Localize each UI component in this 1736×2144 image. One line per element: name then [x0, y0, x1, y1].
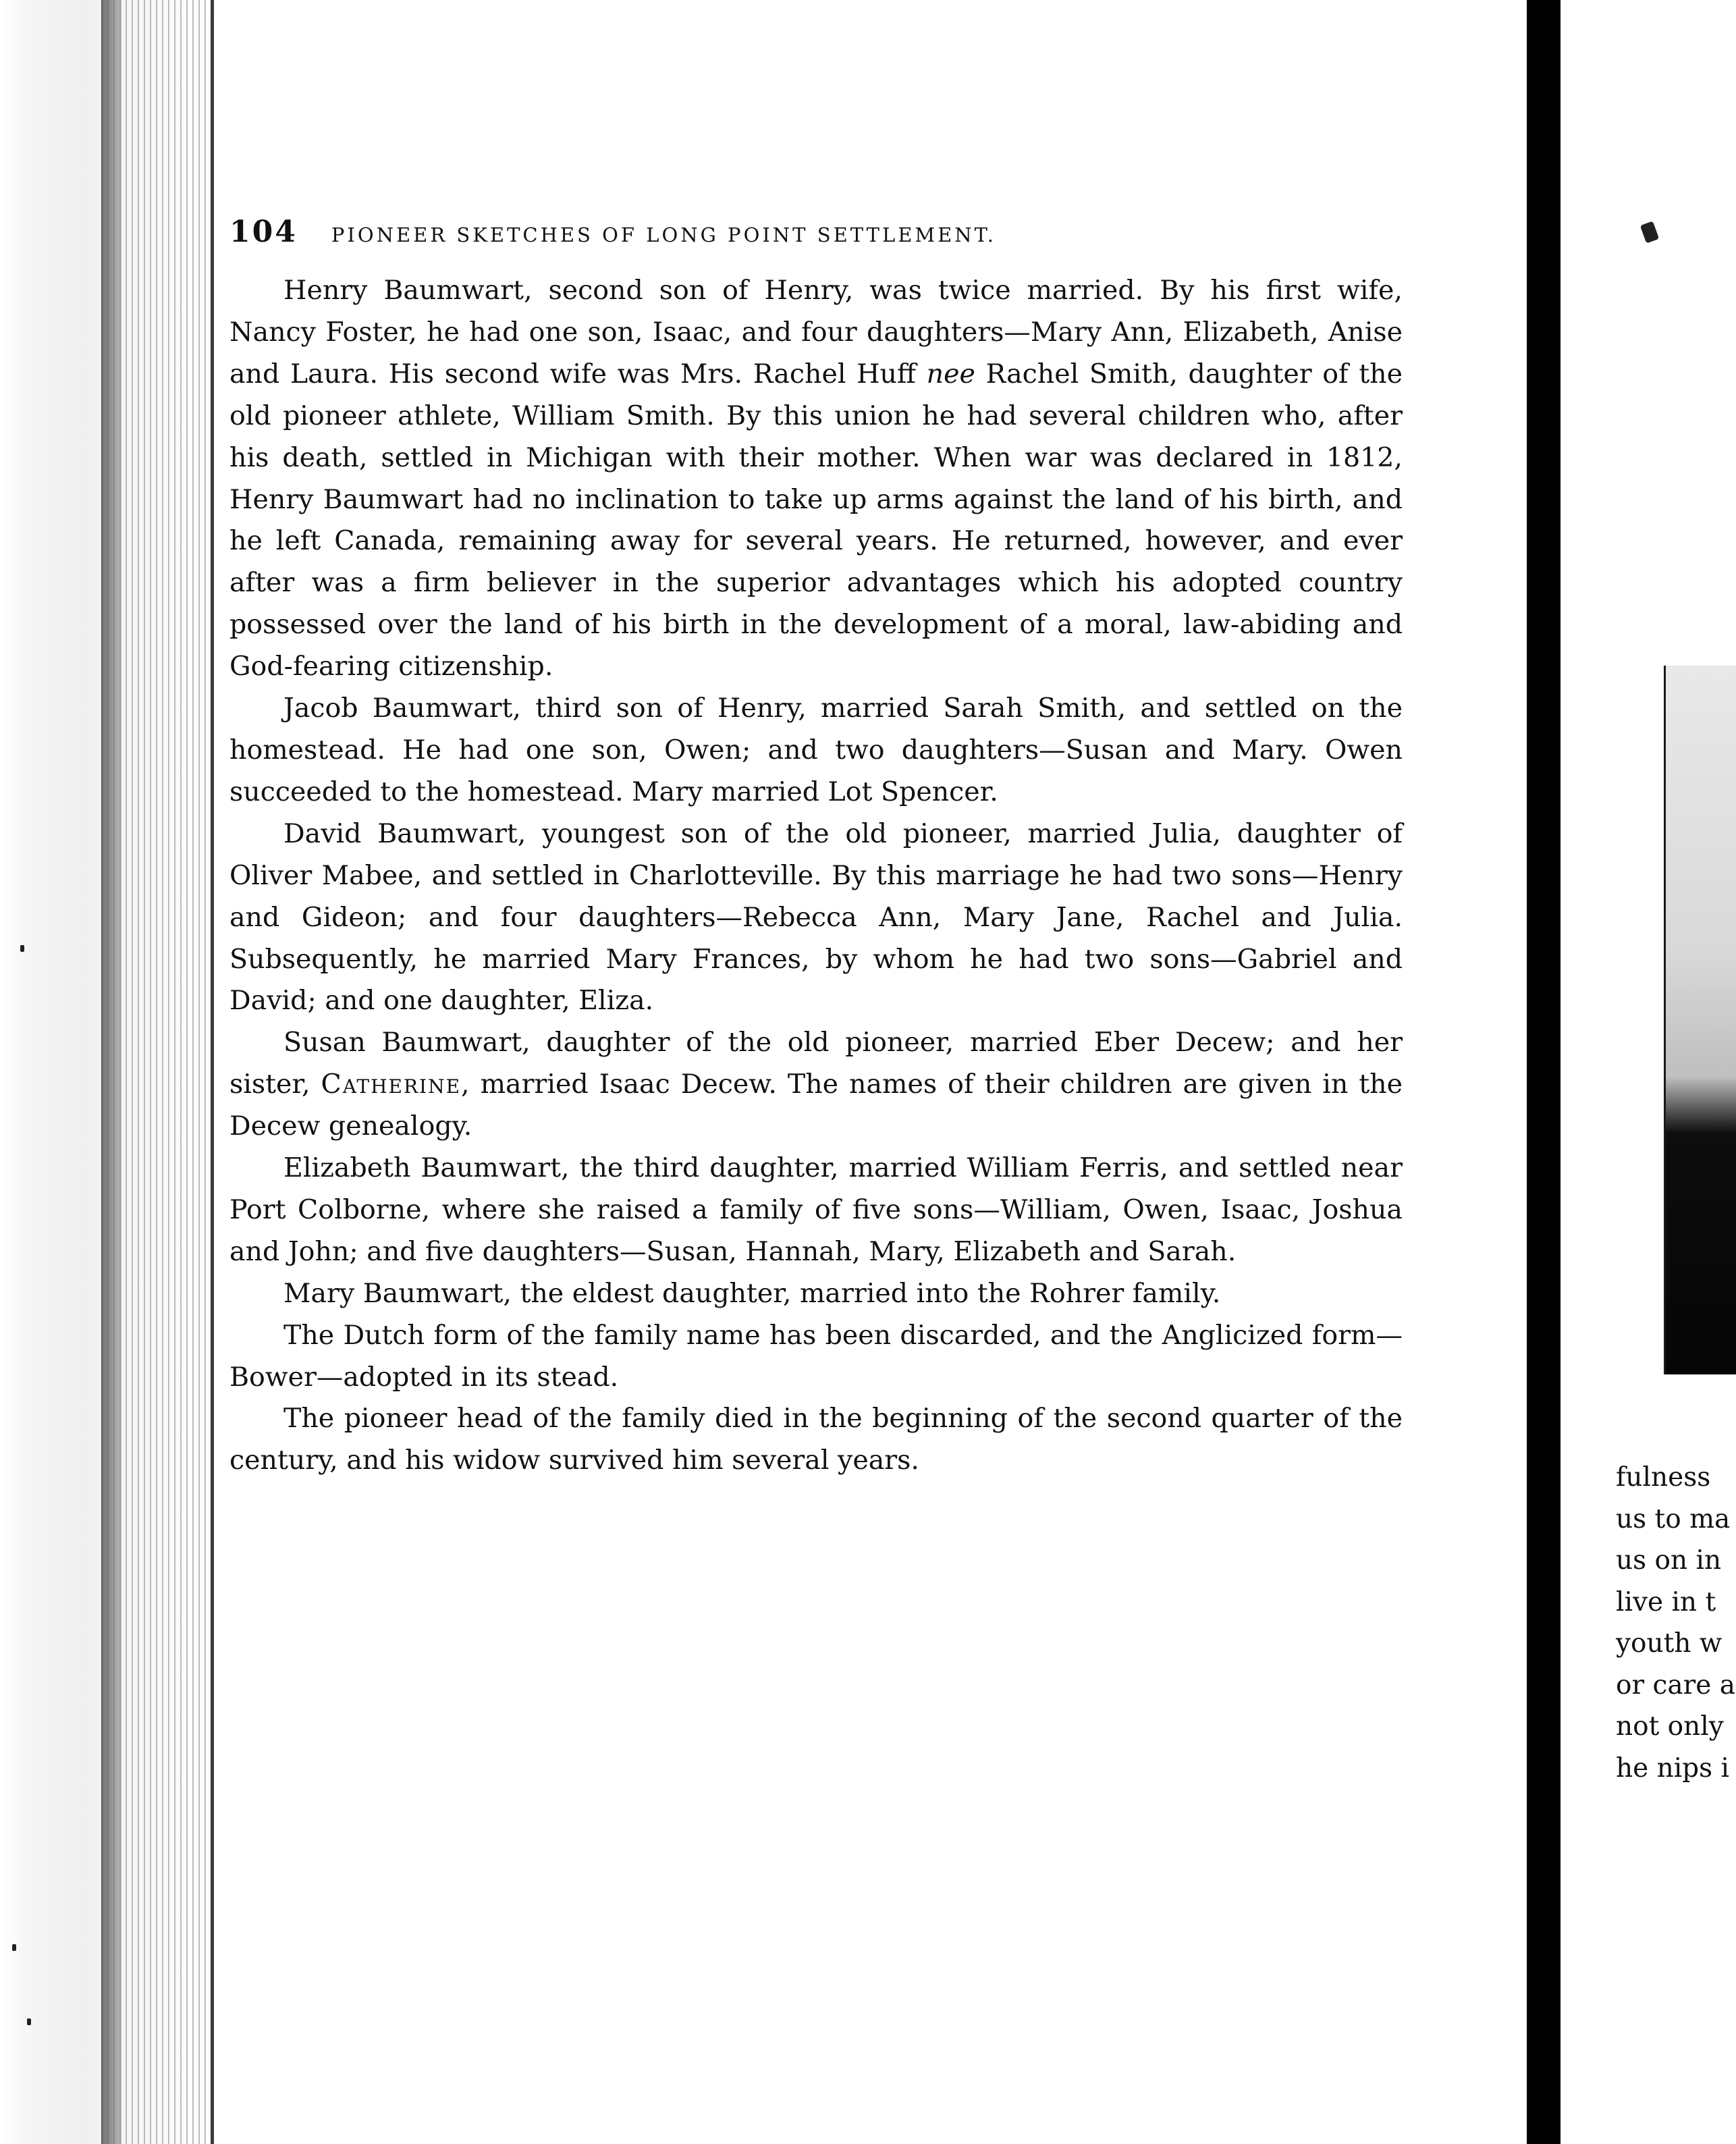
facing-page-line: us to ma	[1616, 1503, 1731, 1534]
scan-speck	[20, 945, 24, 952]
portrait-photo	[1664, 666, 1736, 1374]
facing-page-line: fulness	[1616, 1462, 1711, 1493]
facing-page-line: youth w	[1616, 1628, 1723, 1659]
running-title: PIONEER SKETCHES OF LONG POINT SETTLEMENT.	[331, 223, 996, 246]
paragraph-text: Susan Baumwart, daughter of the old pioneer, married Eber Decew; and her sister,	[229, 1027, 1403, 1100]
page-edge-line	[211, 0, 214, 2144]
facing-page-line: us on in	[1616, 1545, 1722, 1576]
facing-page-text	[1616, 1457, 1736, 1789]
paragraph-pioneer-head: The pioneer head of the family died in the beginning of the second quarter of the century, and his widow survived him several years.	[229, 1403, 1403, 1476]
page-number: 104	[229, 215, 298, 249]
paragraph-david-baumwart: David Baumwart, youngest son of the old pioneer, married Julia, daughter of Oliver Mabee, and settled in Charlotteville. By this marriage he had two sons—Henry and Gideon; and four daughters—Rebecca Ann, Mary Jane, Rachel and Julia. Subsequently, he married Mary Frances, by whom he had two sons—Gabriel and David; and one daughter, Eliza.	[229, 818, 1403, 1017]
paragraph-jacob-baumwart: Jacob Baumwart, third son of Henry, married Sarah Smith, and settled on the homestead. He had one son, Owen; and two daughters—Susan and Mary. Owen succeeded to the homestead. Mary married Lot Spencer.	[229, 693, 1403, 807]
paragraph-family-name: The Dutch form of the family name has been discarded, and the Anglicized form—Bower—adopted in its stead.	[229, 1319, 1403, 1393]
facing-page-line: not only	[1616, 1711, 1724, 1742]
book-gutter	[1527, 0, 1561, 2144]
facing-page-line: he nips i	[1616, 1752, 1730, 1784]
paragraph-susan-baumwart	[229, 1022, 1403, 1148]
paragraph-mary-baumwart: Mary Baumwart, the eldest daughter, married into the Rohrer family.	[283, 1277, 1221, 1309]
paragraph-text: Henry Baumwart, second son of Henry, was twice married. By his first wife, Nancy Foster, he had one son, Isaac, and four daughters—Mary Ann, Elizabeth, Anise and Laura. His second wife was Mrs. Rachel Huff	[229, 275, 1403, 390]
italic-nee: nee	[926, 358, 975, 390]
paragraph-text: , married Isaac Decew. The names of their children are given in the Decew genealogy.	[229, 1069, 1403, 1142]
book-page-edge	[0, 0, 223, 2144]
facing-page	[1561, 0, 1736, 2144]
paragraph-text: Rachel Smith, daughter of the old pioneer athlete, William Smith. By this union he had several children who, after his death, settled in Michigan with their mother. When war was declared in 1812, Henry Baumwart had no inclination to take up arms against the land of his birth, and he left Canada, remaining away for several years. He returned, however, and ever after was a firm believer in the superior advantages which his adopted country possessed over the land of his birth in the development of a moral, law-abiding and God-fearing citizenship.	[229, 358, 1403, 682]
facing-page-line: live in t	[1616, 1586, 1716, 1617]
photo-edge-mark	[1640, 221, 1659, 243]
smallcaps-name: Catherine	[321, 1069, 462, 1100]
facing-page-line: or care a	[1616, 1669, 1735, 1700]
scan-speck	[27, 2018, 31, 2025]
page-curl-shadow	[101, 0, 121, 2144]
scan-speck	[12, 1944, 16, 1951]
paragraph-henry-baumwart	[229, 270, 1403, 688]
page-header	[229, 215, 1336, 255]
paragraph-elizabeth-baumwart: Elizabeth Baumwart, the third daughter, married William Ferris, and settled near Port Colborne, where she raised a family of five sons—William, Owen, Isaac, Joshua and John; and five daughters—Susan, Hannah, Mary, Elizabeth and Sarah.	[229, 1152, 1403, 1267]
body-text	[229, 270, 1403, 1482]
